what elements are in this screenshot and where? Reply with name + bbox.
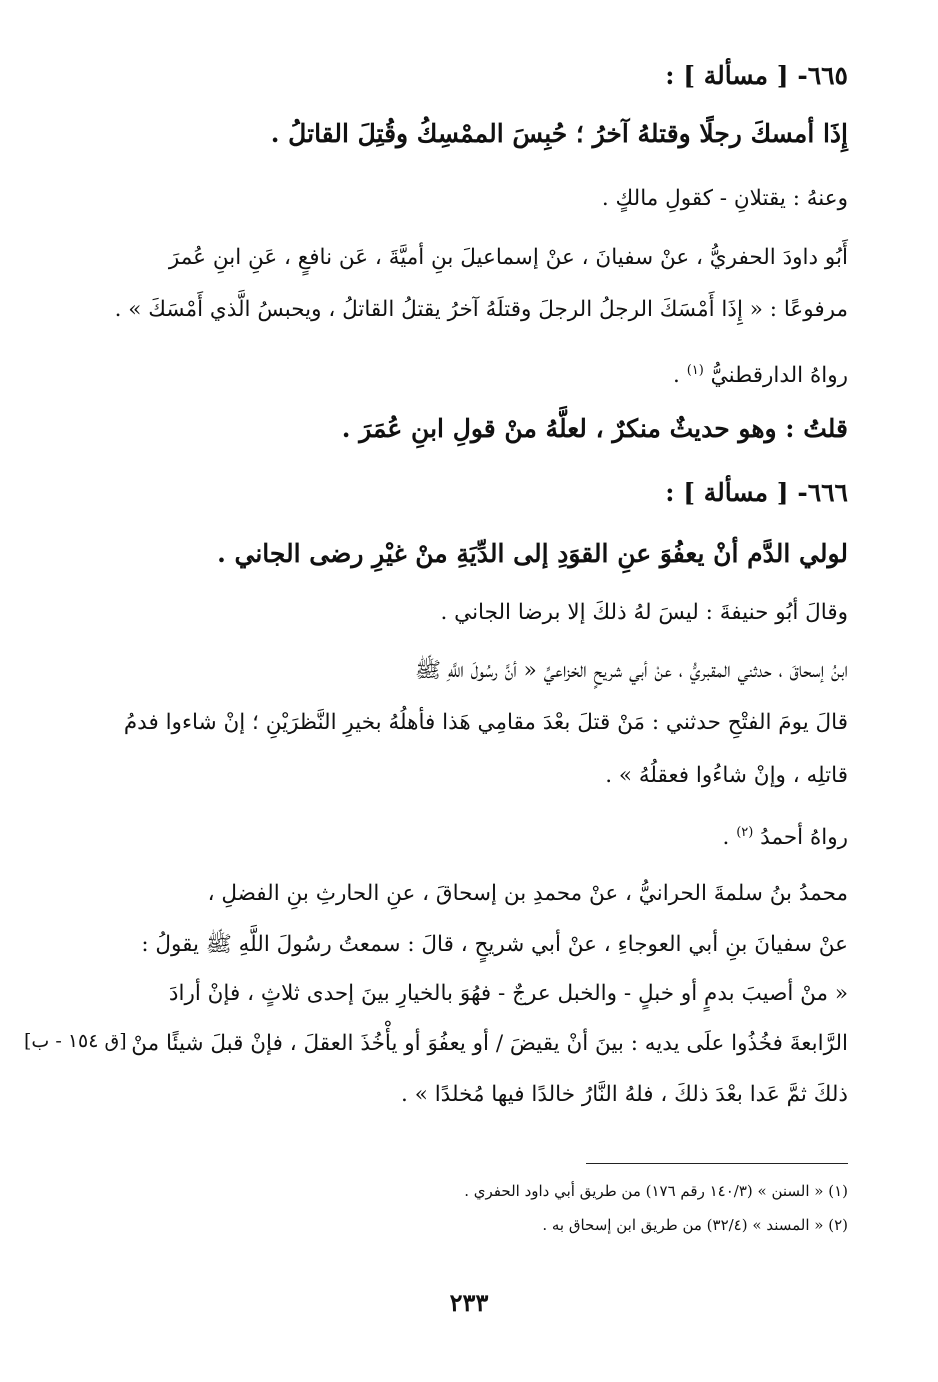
page-number: ٢٣٣ <box>449 1288 489 1317</box>
footnote-ref-1: (١) <box>686 363 704 378</box>
issue-666-line-7: عنْ سفيانَ بنِ أبي العوجاءِ ، عنْ أبي شريحٍ ، قالَ : سمعتُ رسُولَ اللَّهِ ﷺ يقولُ : <box>141 932 848 957</box>
issue-665-remark: قلتُ : وهو حديثٌ منكرٌ ، لعلَّهُ منْ قولِ ابنِ عُمَرَ . <box>341 414 848 443</box>
issue-665-line-3: مرفوعًا : « إِذَا أَمْسَكَ الرجلُ الرجلَ وقتلَهُ آخرُ يقتلُ القاتلُ ، ويحبسُ الَّذي أَمْسَكَ » . <box>114 297 848 322</box>
issue-666-line-2: ابنُ إسحاقَ ، حدثني المقبريُّ ، عنْ أبي شريحٍ الخزاعيِّ « أنَّ رسُولَ اللَّهِ ﷺ <box>414 658 848 683</box>
footnote-1: (١) « السنن » (١٤٠/٣ رقم ١٧٦) من طريق أبي داود الحفري . <box>464 1182 848 1200</box>
footnote-2: (٢) « المسند » (٣٢/٤) من طريق ابن إسحاق به . <box>542 1216 848 1234</box>
issue-665-line-1: وعنهُ : يقتلانِ - كقولِ مالكٍ . <box>601 186 848 211</box>
footnote-separator <box>586 1163 848 1164</box>
issue-666-line-10: ذلكَ ثمَّ عَدا بعْدَ ذلكَ ، فلهُ النَّارُ خالدًا فيها مُخلدًا » . <box>401 1082 848 1107</box>
footnote-ref-2: (٢) <box>736 825 754 840</box>
issue-666-ruling: لولي الدَّم أنْ يعفُوَ عنِ القوَدِ إلى الدِّيَةِ منْ غيْرِ رضى الجاني . <box>217 539 848 568</box>
issue-665-narrator: رواهُ الدارقطنيُّ <box>710 363 848 389</box>
issue-666-line-1: وقالَ أبُو حنيفةَ : ليسَ لهُ ذلكَ إلا برضا الجاني . <box>440 600 848 625</box>
issue-666-line-9: الرَّابعةَ فخُذُوا علَى يديه : بينَ أنْ يقيضَ / أو يعفُوَ أو يأْخُذَ العقلَ ، فإنْ قبلَ شيئًا منْ <box>131 1031 848 1056</box>
issue-666-line-4: قاتلِه ، وإنْ شاءُوا فعقلُهُ » . <box>605 763 848 788</box>
manuscript-folio-note: [ق ١٥٤ - ب] <box>24 1030 127 1052</box>
issue-666-narrator-line <box>723 817 848 854</box>
issue-666-narrator-tail: . <box>722 825 737 851</box>
issue-666-narrator: رواهُ أحمدُ <box>760 825 848 851</box>
issue-666-line-8: « منْ أصيبَ بدمٍ أو خبلٍ - والخبل عرجٌ - فهُوَ بالخيارِ بينَ إحدى ثلاثٍ ، فإنْ أرادَ <box>168 981 848 1006</box>
issue-666-line-3: قالَ يومَ الفتْحِ حدثني : مَنْ قتلَ بعْدَ مقامِي هَذا فأهلُهُ بخيرِ النَّظرَيْنِ ؛ إنْ شاءوا فدمُ <box>123 710 848 735</box>
issue-665-ruling: إِذَا أمسكَ رجلًا وقتلهُ آخرُ ؛ حُبِسَ الممْسِكُ وقُتِلَ القاتلُ . <box>270 119 848 148</box>
issue-666-heading: ٦٦٦- [ مسألة ] : <box>665 478 848 507</box>
issue-665-heading: ٦٦٥- [ مسألة ] : <box>665 61 848 90</box>
issue-665-narrator-tail: . <box>673 363 687 389</box>
issue-665-narrator-line <box>673 355 848 392</box>
issue-665-line-2: أَبُو داودَ الحفريُّ ، عنْ سفيانَ ، عنْ إسماعيلَ بنِ أميَّةَ ، عَن نافعٍ ، عَنِ ابنِ عُمرَ <box>168 245 848 270</box>
issue-666-line-6: محمدُ بنُ سلمةَ الحرانيُّ ، عنْ محمدِ بن إسحاقَ ، عنِ الحارثِ بنِ الفضلِ ، <box>207 881 848 906</box>
